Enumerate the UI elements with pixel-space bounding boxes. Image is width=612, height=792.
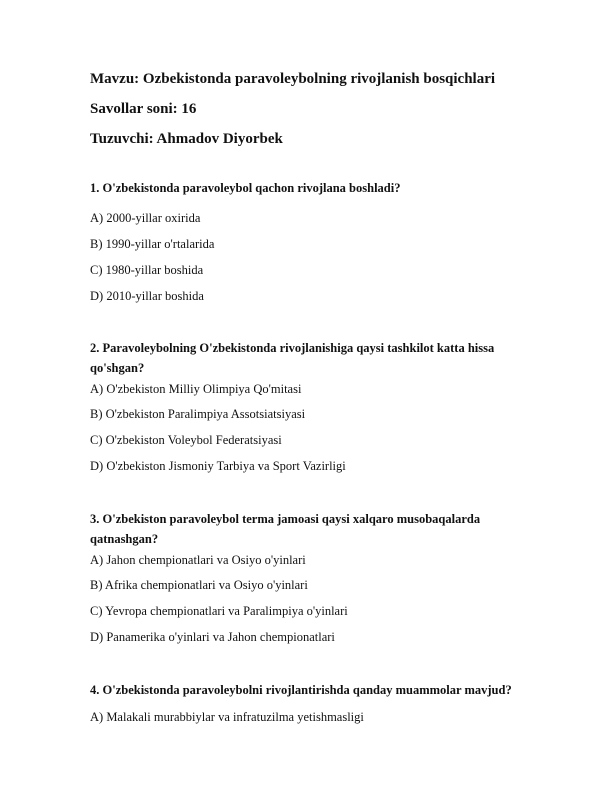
question-2-title: 2. Paravoleybolning O'zbekistonda rivojlanishiga qaysi tashkilot katta hissa qo'shgan?	[90, 341, 495, 375]
question-4-title: 4. O'zbekistonda paravoleybolni rivojlantirishda qanday muammolar mavjud?	[90, 683, 512, 697]
question-1-option-d: D) 2010-yillar boshida	[90, 289, 204, 303]
question-4-option-a: A) Malakali murabbiylar va infratuzilma yetishmasligi	[90, 710, 364, 724]
question-2-option-a: A) O'zbekiston Milliy Olimpiya Qo'mitasi	[90, 382, 302, 396]
question-1-option-a: A) 2000-yillar oxirida	[90, 211, 201, 225]
question-3-option-b: B) Afrika chempionatlari va Osiyo o'yinlari	[90, 578, 308, 592]
question-3-option-c: C) Yevropa chempionatlari va Paralimpiya o'yinlari	[90, 604, 348, 618]
question-3-option-d: D) Panamerika o'yinlari va Jahon chempionatlari	[90, 630, 335, 644]
question-1-option-c: C) 1980-yillar boshida	[90, 263, 204, 277]
question-1-option-b: B) 1990-yillar o'rtalarida	[90, 237, 215, 251]
author-line: Tuzuvchi: Ahmadov Diyorbek	[90, 131, 283, 147]
question-3-title: 3. O'zbekiston paravoleybol terma jamoasi qaysi xalqaro musobaqalarda qatnashgan?	[90, 512, 481, 546]
question-count: Savollar soni: 16	[90, 101, 197, 117]
question-1-title: 1. O'zbekistonda paravoleybol qachon rivojlana boshladi?	[90, 181, 401, 195]
question-2-option-c: C) O'zbekiston Voleybol Federatsiyasi	[90, 433, 282, 447]
question-2-option-d: D) O'zbekiston Jismoniy Tarbiya va Sport Vazirligi	[90, 459, 346, 473]
question-3-option-a: A) Jahon chempionatlari va Osiyo o'yinlari	[90, 553, 306, 567]
question-2-option-b: B) O'zbekiston Paralimpiya Assotsiatsiyasi	[90, 407, 306, 421]
topic-heading: Mavzu: Ozbekistonda paravoleybolning rivojlanish bosqichlari	[90, 71, 496, 87]
